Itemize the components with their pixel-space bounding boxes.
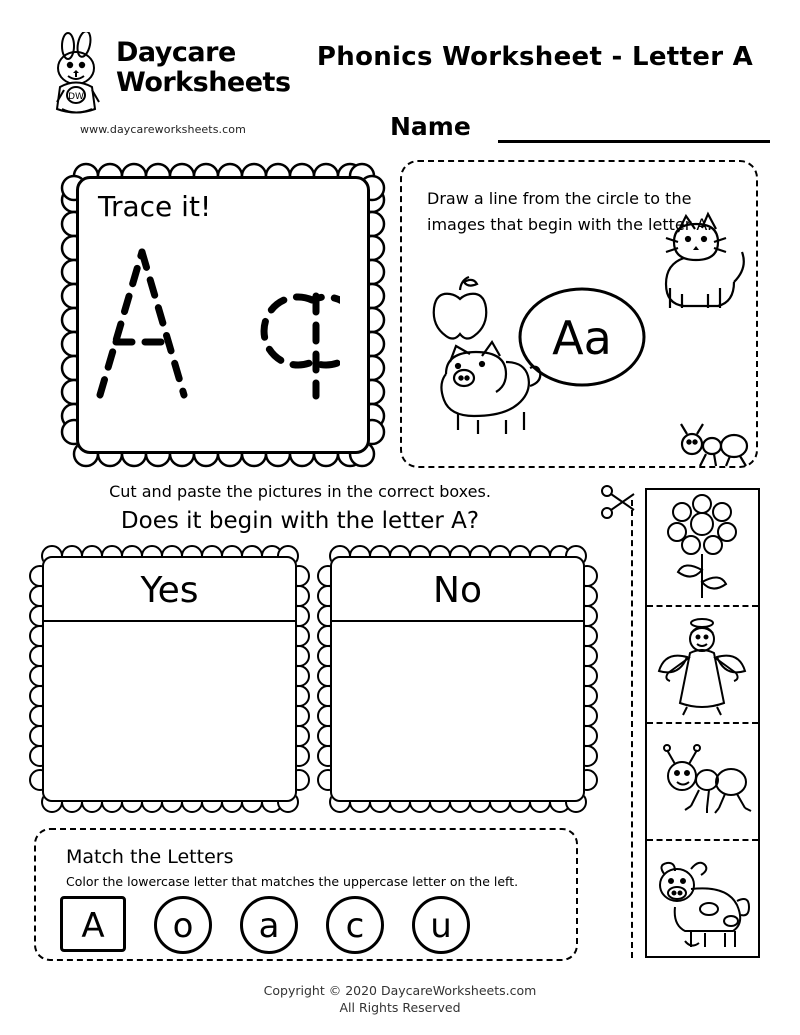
footer-copyright: Copyright © 2020 DaycareWorksheets.com — [263, 983, 537, 998]
angel-icon — [647, 607, 758, 724]
match-subtitle: Color the lowercase letter that matches the uppercase letter on the left. — [66, 874, 519, 889]
logo-url: www.daycareworksheets.com — [80, 123, 246, 136]
scissors-icon — [600, 484, 640, 520]
cow-icon — [647, 841, 758, 958]
match-option-0[interactable]: o — [154, 896, 212, 954]
match-option-3[interactable]: u — [412, 896, 470, 954]
yes-label: Yes — [140, 570, 199, 611]
logo-line2: Worksheets — [116, 67, 291, 98]
trace-section — [58, 160, 388, 470]
match-option-1[interactable]: a — [240, 896, 298, 954]
site-logo — [38, 30, 293, 142]
draw-line-instruction: Draw a line from the circle to the images that begin with the letter A. — [427, 189, 713, 234]
logo-wordmark — [116, 38, 296, 98]
cut-paste-instruction: Cut and paste the pictures in the correct boxes. — [109, 482, 491, 501]
page-title: Phonics Worksheet - Letter A — [316, 42, 754, 72]
yes-drop-box[interactable] — [28, 544, 311, 814]
match-letters-section — [34, 828, 578, 961]
footer — [0, 982, 800, 1016]
svg-text:DW: DW — [68, 92, 84, 102]
circle-letter-label: Aa — [552, 311, 612, 365]
trace-label: Trace it! — [98, 190, 212, 223]
name-label: Name — [390, 112, 471, 141]
flower-icon — [647, 490, 758, 607]
cut-out-strip — [645, 488, 760, 958]
no-divider — [332, 620, 583, 622]
no-drop-box[interactable] — [316, 544, 599, 814]
cut-item-cow[interactable] — [647, 841, 758, 958]
footer-rights: All Rights Reserved — [339, 1000, 461, 1015]
name-field-row — [380, 112, 770, 148]
no-label: No — [433, 570, 482, 611]
match-option-2[interactable]: c — [326, 896, 384, 954]
match-letter-row — [60, 896, 560, 956]
draw-line-section — [400, 160, 758, 468]
sort-question: Does it begin with the letter A? — [120, 508, 480, 534]
trace-letters-art[interactable] — [80, 230, 340, 415]
match-uppercase-cell: A — [60, 896, 126, 952]
cut-item-ant[interactable] — [647, 724, 758, 841]
cut-item-angel[interactable] — [647, 607, 758, 724]
ant-icon — [647, 724, 758, 841]
logo-line1: Daycare — [116, 37, 236, 68]
yes-divider — [44, 620, 295, 622]
draw-line-art[interactable] — [402, 162, 760, 470]
cut-guide-line — [631, 500, 633, 958]
bunny-mascot-icon — [46, 32, 116, 116]
match-title: Match the Letters — [66, 846, 234, 868]
cut-item-flower[interactable] — [647, 490, 758, 607]
name-write-line[interactable] — [498, 140, 770, 143]
